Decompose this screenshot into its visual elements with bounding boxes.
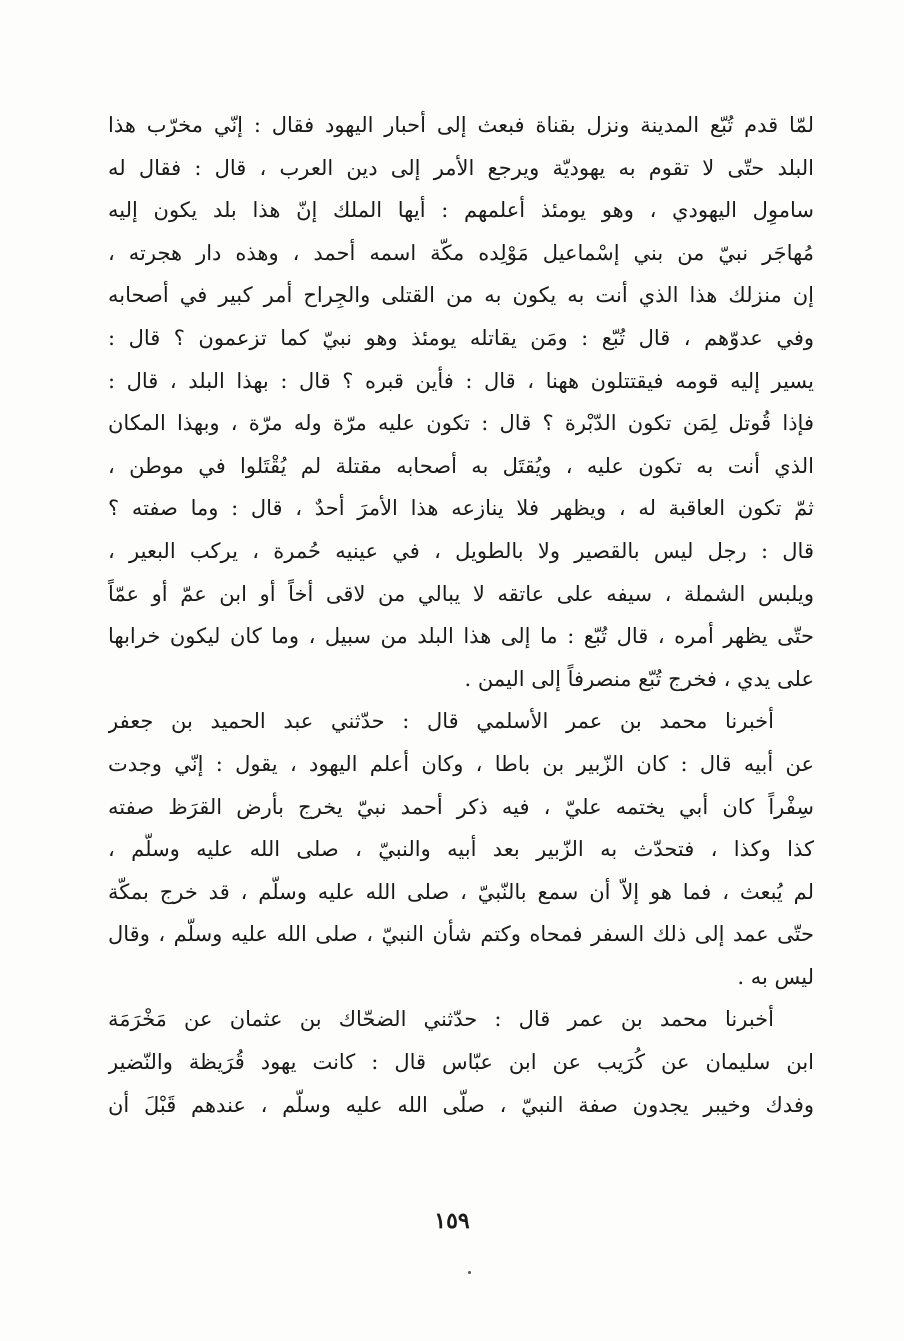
paragraph-2 xyxy=(108,700,814,998)
text-line: لم يُبعث ، فما هو إلاّ أن سمع بالنّبيّ ، صلى الله عليه وسلّم ، قد خرج بمكّة xyxy=(108,879,814,904)
page-number: ١٥٩ xyxy=(434,1208,470,1234)
text-line: ابن سليمان عن كُرَيب عن ابن عبّاس قال : كانت يهود قُرَيظة والنّضير xyxy=(108,1050,814,1075)
paragraph-1 xyxy=(108,104,814,700)
text-line: عن أبيه قال : كان الزّبير بن باطا ، وكان أعلم اليهود ، يقول : إنّي وجدت xyxy=(108,751,814,776)
text-line: مُهاجَر نبيّ من بني إسْماعيل مَوْلِده مكّة اسمه أحمد ، وهذه دار هجرته ، xyxy=(108,240,814,265)
text-line: البلد حتّى لا تقوم به يهوديّة ويرجع الأمر إلى دين العرب ، قال : فقال له xyxy=(108,155,814,180)
paragraph-3 xyxy=(108,998,814,1126)
text-line: ساموِل اليهودي ، وهو يومئذ أعلمهم : أيها الملك إنّ هذا بلد يكون إليه xyxy=(108,198,814,223)
text-line: إن منزلك هذا الذي أنت به يكون به من القتلى والجِراح أمر كبير في أصحابه xyxy=(108,283,814,308)
text-line: سِفْراً كان أبي يختمه عليّ ، فيه ذكر أحمد نبيّ يخرج بأرض القرَظ صفته xyxy=(108,794,814,819)
text-line: أخبرنا محمد بن عمر الأسلمي قال : حدّثني عبد الحميد بن جعفر xyxy=(108,709,774,734)
text-line: ويلبس الشملة ، سيفه على عاتقه لا يبالي من لاقى أخاً أو ابن عمّ أو عمّاً xyxy=(108,581,814,606)
text-line: حتّى يظهر أمره ، قال تُبّع : ما إلى هذا البلد من سبيل ، وما كان ليكون خرابها xyxy=(108,624,814,649)
text-line: وفي عدوّهم ، قال تُبّع : ومَن يقاتله يومئذ وهو نبيّ كما تزعمون ؟ قال : xyxy=(108,325,814,350)
text-line: ثمّ تكون العاقبة له ، ويظهر فلا ينازعه هذا الأمرَ أحدٌ ، قال : وما صفته ؟ xyxy=(108,496,814,521)
text-line: قال : رجل ليس بالقصير ولا بالطويل ، في عينيه حُمرة ، يركب البعير ، xyxy=(108,538,814,563)
text-line: على يدي ، فخرج تُبّع منصرفاً إلى اليمن . xyxy=(464,666,814,691)
text-line: فإذا قُوتل لِمَن تكون الدّبْرة ؟ قال : تكون عليه مرّة وله مرّة ، وبهذا المكان xyxy=(108,411,814,436)
text-line: الذي أنت به تكون عليه ، ويُقتَل به أصحابه مقتلة لم يُقْتَلوا في موطن ، xyxy=(108,453,814,478)
print-speck xyxy=(468,1271,471,1274)
text-line: يسير إليه قومه فيقتتلون ههنا ، قال : فأين قبره ؟ قال : بهذا البلد ، قال : xyxy=(108,368,814,393)
text-line: لمّا قدم تُبّع المدينة ونزل بقناة فبعث إلى أحبار اليهود فقال : إنّي مخرّب هذا xyxy=(108,113,814,137)
text-line: كذا وكذا ، فتحدّث به الزّبير بعد أبيه والنبيّ ، صلى الله عليه وسلّم ، xyxy=(108,837,814,862)
text-line: وفدك وخيبر يجدون صفة النبيّ ، صلّى الله عليه وسلّم ، عندهم قَبْلَ أن xyxy=(108,1092,814,1117)
text-line: أخبرنا محمد بن عمر قال : حدّثني الضحّاك بن عثمان عن مَخْرَمَة xyxy=(108,1007,774,1032)
text-line: حتّى عمد إلى ذلك السفر فمحاه وكتم شأن النبيّ ، صلى الله عليه وسلّم ، وقال xyxy=(108,922,814,947)
body-text xyxy=(108,104,814,1126)
text-line: ليس به . xyxy=(737,964,814,989)
